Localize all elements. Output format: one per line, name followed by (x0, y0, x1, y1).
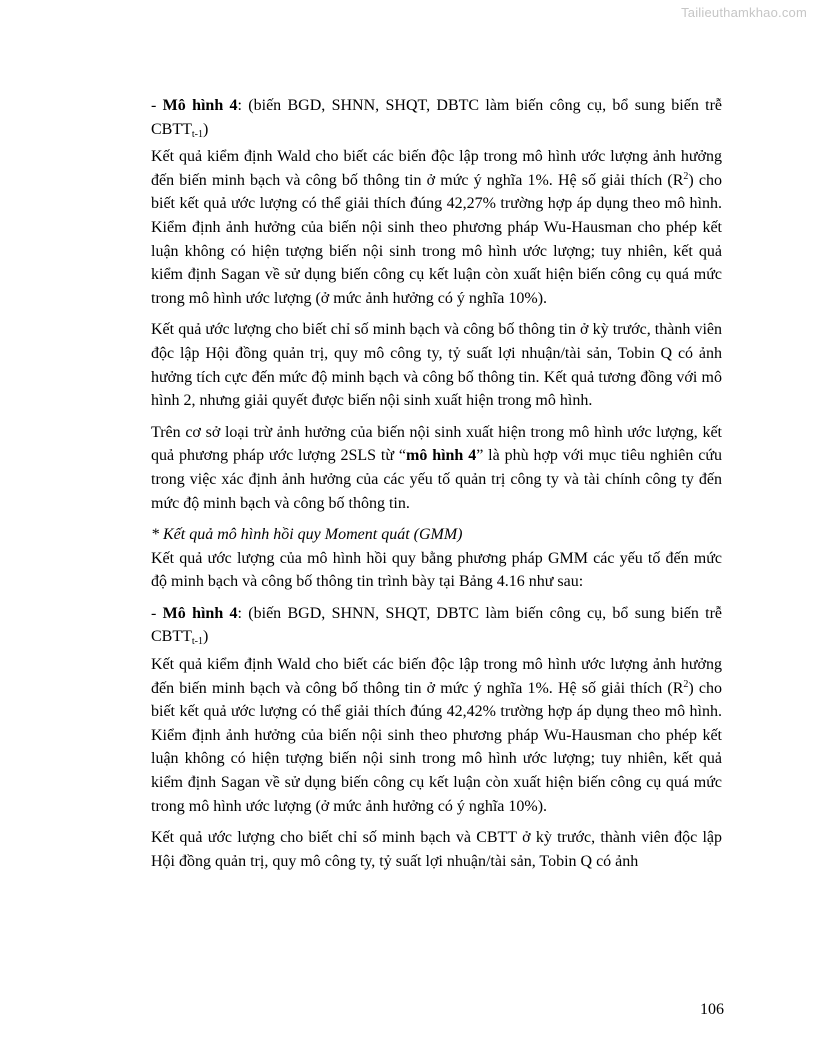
r-squared-superscript: 2 (683, 678, 689, 690)
paragraph-gmm-intro: Kết quả ước lượng của mô hình hồi quy bằng phương pháp GMM các yếu tố đến mức độ minh bạch và công bố thông tin trình bày tại Bảng 4.16 như sau: (151, 549, 722, 591)
gmm-section-heading: * Kết quả mô hình hồi quy Moment quát (GMM) (151, 526, 463, 544)
bold-model-ref: mô hình 4 (406, 447, 477, 465)
paragraph-conclusion-2sls: Trên cơ sở loại trừ ảnh hưởng của biến nội sinh xuất hiện trong mô hình ước lượng, kết quả phương pháp ước lượng 2SLS từ “mô hình 4” là phù hợp với mục tiêu nghiên cứu trong việc xác định ảnh hưởng của các yếu tố quản trị công ty và tài chính công ty đến mức độ minh bạch và công bố thông tin. (151, 423, 723, 512)
page-number: 106 (700, 1001, 724, 1018)
closing-paren: ) (203, 628, 209, 646)
paragraph-wald-test-2sls: Kết quả kiểm định Wald cho biết các biến độc lập trong mô hình ước lượng ảnh hưởng đến biến minh bạch và công bố thông tin ở mức ý nghĩa 1%. Hệ số giải thích $(R^2)$ cho biết kết quả ước lượng có thể giải thích đúng 42,27% trường hợp áp dụng theo mô hình. Kiểm định ảnh hưởng của biến nội sinh theo phương pháp Wu-Hausman cho phép kết luận không có hiện tượng biến nội sinh trong mô hình ước lượng; tuy nhiên, kết quả kiểm định Sagan về sử dụng biến công cụ kết luận còn xuất hiện biến công cụ quá mức trong mô hình ước lượng (ở mức ảnh hưởng có ý nghĩa 10%). (151, 148, 723, 307)
paragraph-wald-test-gmm: Kết quả kiểm định Wald cho biết các biến độc lập trong mô hình ước lượng ảnh hưởng đến biến minh bạch và công bố thông tin ở mức ý nghĩa 1%. Hệ số giải thích $(R^2)$ cho biết kết quả ước lượng có thể giải thích đúng 42,42% trường hợp áp dụng theo mô hình. Kiểm định ảnh hưởng của biến nội sinh theo phương pháp Wu-Hausman cho phép kết luận không có hiện tượng biến nội sinh trong mô hình ước lượng; tuy nhiên, kết quả kiểm định Sagan về sử dụng biến công cụ kết luận còn xuất hiện biến công cụ quá mức trong mô hình ước lượng (ở mức ảnh hưởng có ý nghĩa 10%). (151, 656, 723, 815)
model-title: Mô hình 4 (162, 97, 238, 114)
paragraph-estimation-results-2sls: Kết quả ước lượng cho biết chỉ số minh bạch và công bố thông tin ở kỳ trước, thành viên độc lập Hội đồng quản trị, quy mô công ty, tỷ suất lợi nhuận/tài sản, Tobin Q có ảnh hưởng tích cực đến mức độ minh bạch và công bố thông tin. Kết quả tương đồng với mô hình 2, nhưng giải quyết được biến nội sinh xuất hiện trong mô hình. (151, 321, 722, 410)
r-squared-superscript: 2 (683, 170, 689, 182)
document-body (151, 94, 722, 881)
paragraph-estimation-results-gmm: Kết quả ước lượng cho biết chỉ số minh bạch và CBTT ở kỳ trước, thành viên độc lập Hội đồng quản trị, quy mô công ty, tỷ suất lợi nhuận/tài sản, Tobin Q có ảnh (151, 829, 722, 870)
model4-heading-second (151, 602, 722, 649)
model4-heading-first (151, 94, 722, 141)
dash: - (151, 604, 163, 622)
model-description: : (biến BGD, SHNN, SHQT, DBTC làm biến công cụ, bổ sung biến trễ CBTT (151, 97, 723, 138)
model-description: : (biến BGD, SHNN, SHQT, DBTC làm biến công cụ, bổ sung biến trễ CBTT (151, 604, 723, 646)
watermark: Tailieuthamkhao.com (681, 5, 807, 20)
dash: - (151, 97, 163, 114)
lag-subscript: t-1 (191, 636, 203, 648)
closing-paren: ) (203, 120, 209, 138)
model-title: Mô hình 4 (162, 604, 238, 622)
lag-subscript: t-1 (191, 128, 203, 140)
